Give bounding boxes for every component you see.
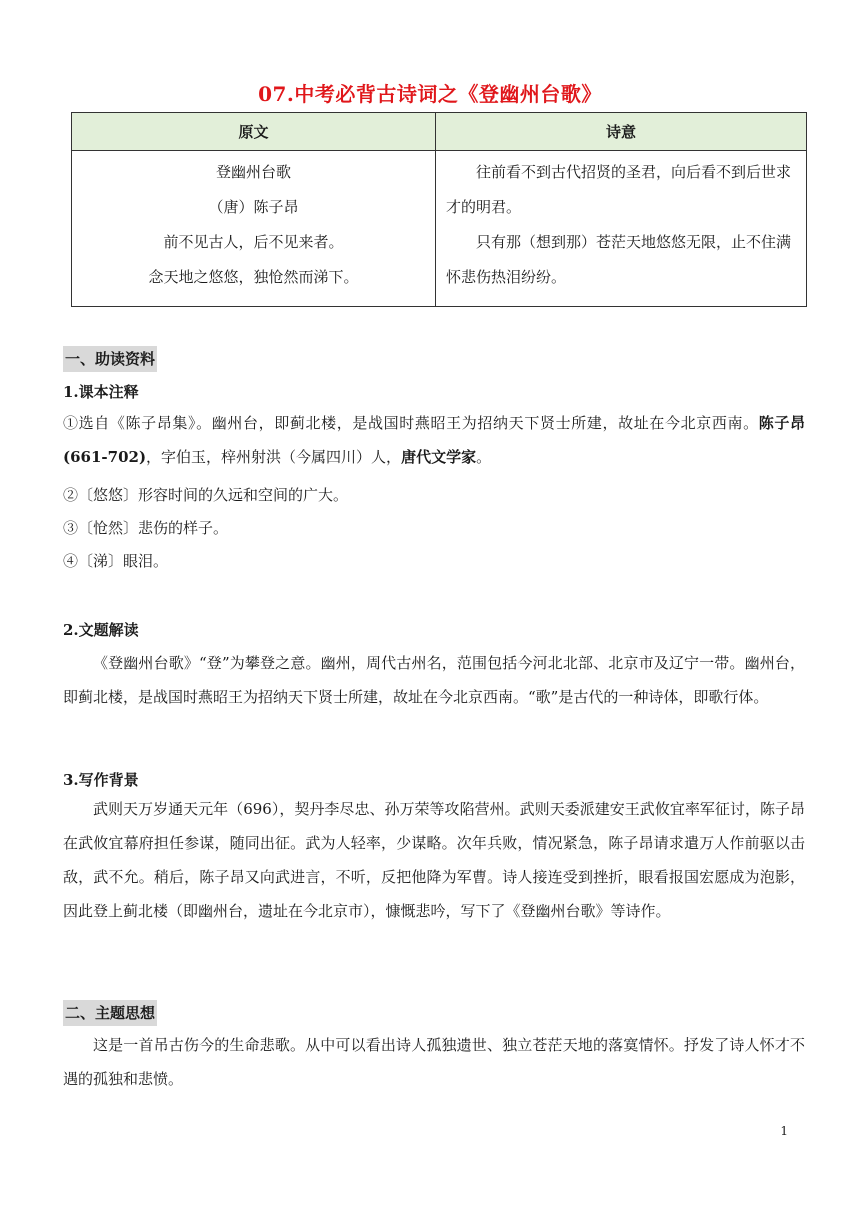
header-translation: 诗意 (436, 113, 807, 151)
original-cell (72, 151, 436, 307)
translation-paragraph: 往前看不到古代招贤的圣君，向后看不到后世求才的明君。 (446, 163, 792, 216)
section-heading: 一、助读资料 (63, 346, 157, 372)
subsection-heading: 1.课本注释 (63, 383, 139, 401)
note-4: ④〔涕〕眼泪。 (63, 552, 169, 570)
title-interpretation-paragraph: 《登幽州台歌》“登”为攀登之意。幽州，周代古州名，范围包括今河北北部、北京市及辽宁一带。幽州台，即蓟北楼，是战国时燕昭王为招纳天下贤士所建，故址在今北京西南。“歌”是古代的一种诗体，即歌行体。 (63, 654, 805, 706)
section-heading: 二、主题思想 (63, 1000, 157, 1026)
poem-table (71, 112, 807, 307)
note-1 (63, 406, 805, 474)
background-paragraph: 武则天万岁通天元年（696），契丹李尽忠、孙万荣等攻陷营州。武则天委派建安王武攸宜率军征讨，陈子昂在武攸宜幕府担任参谋，随同出征。武为人轻率，少谋略。次年兵败，情况紧急，陈子昂请求遣万人作前驱以击敌，武不允。稍后，陈子昂又向武进言，不听，反把他降为军曹。诗人接连受到挫折，眼看报国宏愿成为泡影，因此登上蓟北楼（即幽州台，遗址在今北京市），慷慨悲吟，写下了《登幽州台歌》等诗作。 (63, 800, 805, 920)
poem-title: 登幽州台歌 (215, 163, 291, 181)
note-text: 。 (476, 448, 492, 466)
poem-line: 前不见古人，后不见来者。 (163, 233, 344, 251)
translation-cell (436, 151, 807, 307)
header-original: 原文 (72, 113, 436, 151)
author-name: 陈子昂(661-702) (63, 414, 805, 466)
table-header-row (72, 113, 807, 151)
poem-line: 念天地之悠悠，独怆然而涕下。 (148, 268, 359, 286)
note-text: ，字伯玉，梓州射洪（今属四川）人， (146, 448, 402, 466)
subsection-heading: 2.文题解读 (63, 621, 139, 639)
translation-paragraph: 只有那（想到那）苍茫天地悠悠无限，止不住满怀悲伤热泪纷纷。 (446, 233, 792, 286)
note-2: ②〔悠悠〕形容时间的久远和空间的广大。 (63, 486, 349, 504)
page-number: 1 (780, 1124, 788, 1138)
document-title: 07.中考必背古诗词之《登幽州台歌》 (258, 82, 602, 106)
theme-paragraph: 这是一首吊古伤今的生命悲歌。从中可以看出诗人孤独遗世、独立苍茫天地的落寞情怀。抒发了诗人怀才不遇的孤独和悲愤。 (63, 1036, 805, 1088)
poem-author: （唐）陈子昂 (208, 198, 299, 216)
table-row (72, 151, 807, 307)
note-text: ①选自《陈子昂集》。幽州台，即蓟北楼，是战国时燕昭王为招纳天下贤士所建，故址在今北京西南。 (63, 414, 759, 432)
note-3: ③〔怆然〕悲伤的样子。 (63, 519, 229, 537)
subsection-heading: 3.写作背景 (63, 771, 139, 789)
author-title: 唐代文学家 (401, 448, 477, 466)
